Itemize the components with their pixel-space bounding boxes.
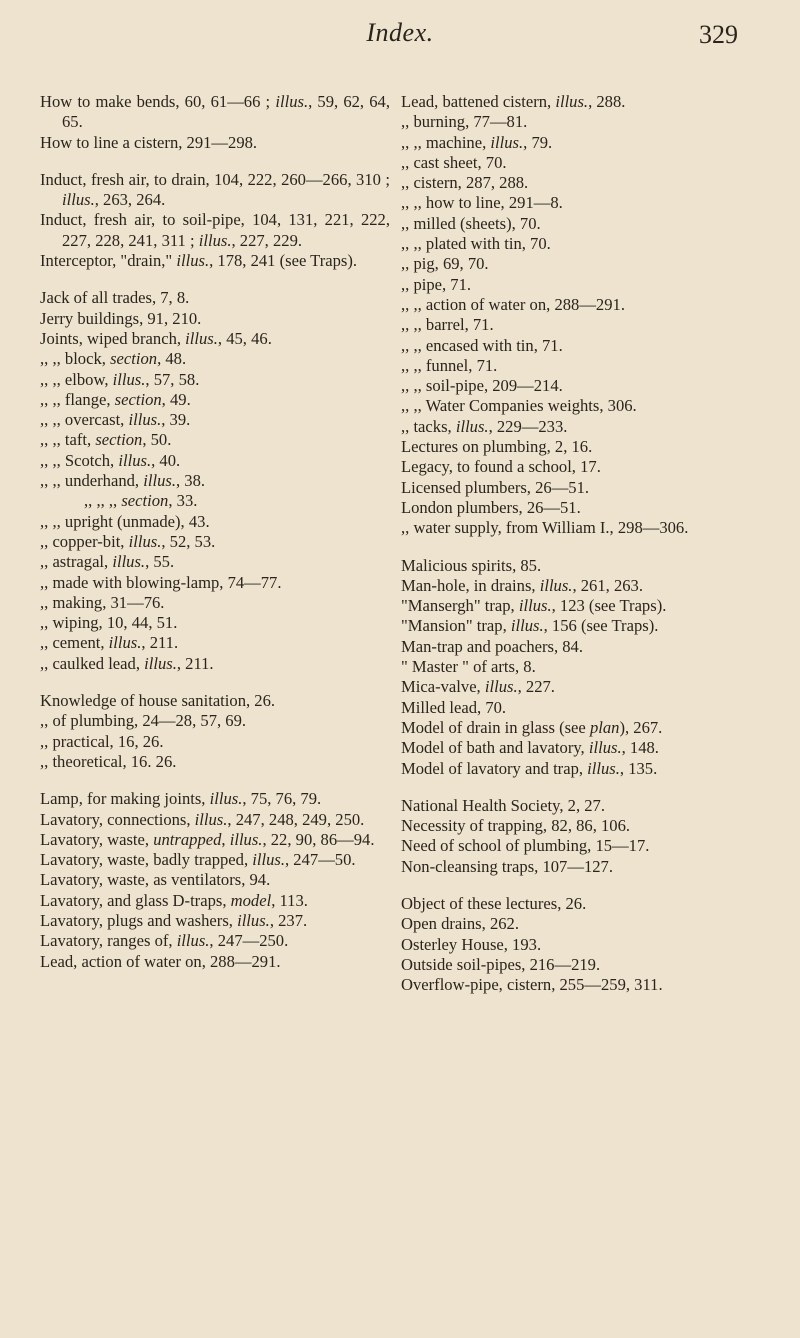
index-entry: ,, cistern, 287, 288. <box>401 173 529 193</box>
entry-gap <box>40 271 390 288</box>
index-entry: ,, ,, overcast, illus., 39. <box>40 410 191 430</box>
index-entry: Lavatory, plugs and washers, illus., 237. <box>40 910 308 930</box>
index-entry: ,, ,, soil-pipe, 209—214. <box>401 376 563 396</box>
index-entry: ,, astragal, illus., 55. <box>40 552 175 572</box>
index-entry: ,, practical, 16, 26. <box>40 731 164 751</box>
index-entry: ,, ,, barrel, 71. <box>401 315 494 335</box>
index-entry: Lavatory, ranges of, illus., 247—250. <box>40 931 289 951</box>
page-title: Index. <box>366 18 434 47</box>
index-entry: ,, ,, taft, section, 50. <box>40 430 172 450</box>
index-entry: Interceptor, "drain," illus., 178, 241 (see Traps). <box>40 251 358 271</box>
index-entry: Lectures on plumbing, 2, 16. <box>401 437 593 457</box>
index-entry: ,, ,, action of water on, 288—291. <box>401 294 625 314</box>
index-entry: "Mansion" trap, illus., 156 (see Traps). <box>401 616 659 636</box>
index-entry: Malicious spirits, 85. <box>401 555 542 575</box>
index-entry: ,, ,, how to line, 291—8. <box>401 193 563 213</box>
index-entry: ,, burning, 77—81. <box>401 112 528 132</box>
index-entry: ,, milled (sheets), 70. <box>401 213 541 233</box>
index-entry: ,, copper-bit, illus., 52, 53. <box>40 531 216 551</box>
index-entry: ,, ,, block, section, 48. <box>40 349 187 369</box>
index-entry: ,, cast sheet, 70. <box>401 152 507 172</box>
index-entry: Lamp, for making joints, illus., 75, 76, 79. <box>40 789 322 809</box>
page-header <box>0 16 800 56</box>
entry-gap <box>40 153 390 170</box>
index-entry: ,, water supply, from William I., 298—306. <box>401 518 689 538</box>
index-entry: ,, ,, machine, illus., 79. <box>401 132 553 152</box>
index-entry: Lavatory, waste, untrapped, illus., 22, 90, 86—94. <box>40 829 375 849</box>
index-entry: ,, ,, underhand, illus., 38. <box>40 471 206 491</box>
entry-gap <box>401 539 763 556</box>
index-entry: " Master " of arts, 8. <box>401 657 536 677</box>
index-entry: ,, ,, plated with tin, 70. <box>401 234 551 254</box>
index-entry: ,, ,, flange, section, 49. <box>40 389 191 409</box>
index-entry: Milled lead, 70. <box>401 697 507 717</box>
index-entry: Man-hole, in drains, illus., 261, 263. <box>401 575 643 595</box>
index-entry: ,, making, 31—76. <box>40 592 165 612</box>
index-entry: Mica-valve, illus., 227. <box>401 677 555 697</box>
index-entry: Non-cleansing traps, 107—127. <box>401 856 613 876</box>
index-entry: Jerry buildings, 91, 210. <box>40 308 202 328</box>
index-entry: ,, ,, Water Companies weights, 306. <box>401 396 637 416</box>
index-entry: Open drains, 262. <box>401 914 519 934</box>
index-entry: Lead, action of water on, 288—291. <box>40 951 281 971</box>
index-entry: Jack of all trades, 7, 8. <box>40 288 190 308</box>
index-entry: Need of school of plumbing, 15—17. <box>401 836 650 856</box>
index-entry: ,, ,, funnel, 71. <box>401 355 498 375</box>
index-entry: ,, ,, elbow, illus., 57, 58. <box>40 369 200 389</box>
index-entry: ,, ,, upright (unmade), 43. <box>40 511 210 531</box>
index-entry: Object of these lectures, 26. <box>401 893 587 913</box>
index-entry: Induct, fresh air, to soil-pipe, 104, 131, 221, 222, 227, 228, 241, 311 ; illus., 227, 229. <box>40 210 390 250</box>
index-entry: Lavatory, waste, badly trapped, illus., 247—50. <box>40 850 356 870</box>
index-entry: Legacy, to found a school, 17. <box>401 457 601 477</box>
index-entry: ,, pig, 69, 70. <box>401 254 489 274</box>
index-entry: Lavatory, waste, as ventilators, 94. <box>40 870 271 890</box>
index-column-right <box>401 92 763 995</box>
index-entry: ,, cement, illus., 211. <box>40 633 179 653</box>
index-entry: Joints, wiped branch, illus., 45, 46. <box>40 328 272 348</box>
index-entry: Necessity of trapping, 82, 86, 106. <box>401 816 631 836</box>
index-entry: Model of lavatory and trap, illus., 135. <box>401 758 658 778</box>
index-column-left <box>40 92 390 972</box>
index-entry: ,, ,, ,, section, 33. <box>84 491 198 511</box>
entry-gap <box>401 877 763 894</box>
index-entry: Lavatory, and glass D-traps, model, 113. <box>40 890 308 910</box>
index-entry: Outside soil-pipes, 216—219. <box>401 954 601 974</box>
index-entry: ,, of plumbing, 24—28, 57, 69. <box>40 711 247 731</box>
entry-gap <box>401 779 763 796</box>
index-entry: ,, tacks, illus., 229—233. <box>401 416 568 436</box>
index-entry: How to line a cistern, 291—298. <box>40 132 258 152</box>
index-entry: ,, made with blowing-lamp, 74—77. <box>40 572 282 592</box>
index-entry: ,, ,, Scotch, illus., 40. <box>40 450 181 470</box>
entry-gap <box>40 674 390 691</box>
index-entry: ,, pipe, 71. <box>401 274 472 294</box>
index-entry: Licensed plumbers, 26—51. <box>401 477 590 497</box>
index-entry: How to make bends, 60, 61—66 ; illus., 59, 62, 64, 65. <box>40 92 391 132</box>
index-entry: Man-trap and poachers, 84. <box>401 636 584 656</box>
index-entry: National Health Society, 2, 27. <box>401 795 605 815</box>
index-entry: ,, ,, encased with tin, 71. <box>401 335 563 355</box>
index-entry: "Mansergh" trap, illus., 123 (see Traps). <box>401 596 667 616</box>
index-entry: ,, wiping, 10, 44, 51. <box>40 613 178 633</box>
index-entry: ,, caulked lead, illus., 211. <box>40 653 214 673</box>
index-entry: Osterley House, 193. <box>401 934 542 954</box>
index-entry: Lavatory, connections, illus., 247, 248, 249, 250. <box>40 809 365 829</box>
index-entry: Model of drain in glass (see plan), 267. <box>401 717 663 737</box>
index-entry: Overflow-pipe, cistern, 255—259, 311. <box>401 975 663 995</box>
index-entry: Lead, battened cistern, illus., 288. <box>401 92 626 111</box>
index-entry: London plumbers, 26—51. <box>401 497 581 517</box>
page-number: 329 <box>699 20 738 49</box>
entry-gap <box>40 772 390 789</box>
index-entry: Knowledge of house sanitation, 26. <box>40 691 276 711</box>
index-entry: Induct, fresh air, to drain, 104, 222, 260—266, 310 ; illus., 263, 264. <box>40 169 390 210</box>
index-entry: ,, theoretical, 16. 26. <box>40 751 177 771</box>
index-entry: Model of bath and lavatory, illus., 148. <box>401 738 659 758</box>
